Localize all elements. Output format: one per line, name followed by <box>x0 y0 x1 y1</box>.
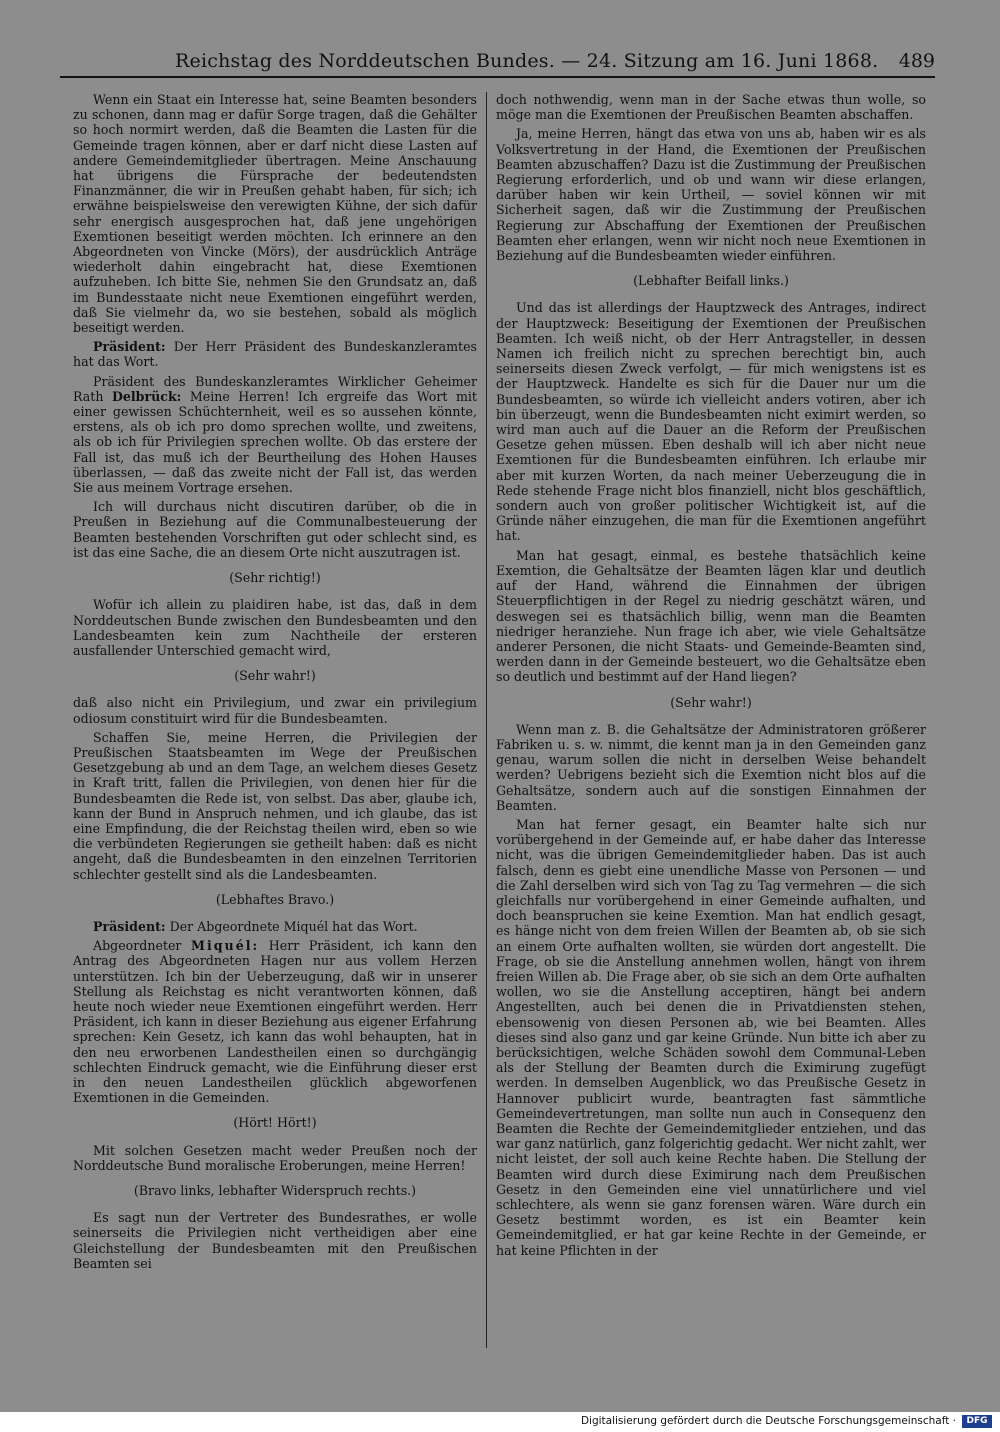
paragraph: Und das ist allerdings der Hauptzweck des Antrages, indirect der Hauptzweck: Beseitigung der Exemtionen der Preußischen Beamten. Ich weiß nicht, ob der Herr Antragsteller, in dessen Namen ich freilich nicht zu sprechen berechtigt bin, auch seinerseits diesen Zweck verfolgt, — für mich wenigstens ist es der Hauptzweck. Handelte es sich für die Dauer nur um die Bundesbeamten, so würde ich vielleicht anders votiren, aber ich bin überzeugt, wenn die Bundesbeamten nicht eximirt werden, so wird man auch auf die Dauer an die Reform der Preußischen Gesetze gehen müssen. Eben deshalb will ich aber nicht neue Exemtionen für die Bundesbeamten einführen. Ich erlaube mir aber mit kurzen Worten, da nach meiner Ueberzeugung die in Rede stehende Frage nicht blos finanziell, nicht blos geschäftlich, sondern auch von großer politischer Wichtigkeit ist, auf die Gründe näher einzugehen, die man für die Exemtionen angeführt hat. <box>496 300 926 544</box>
speaker-name: Präsident: <box>93 339 166 355</box>
funding-note: Digitalisierung gefördert durch die Deutsche Forschungsgemeinschaft · <box>580 1415 956 1427</box>
paragraph <box>73 938 477 1105</box>
paragraph: Schaffen Sie, meine Herren, die Privilegien der Preußischen Staatsbeamten im Wege der Preußischen Gesetzgebung ab und an dem Tage, an welchem dieses Gesetz in Kraft tritt, fallen die Privilegien, von denen hier für die Bundesbeamten die Rede ist, von selbst. Das aber, glaube ich, kann der Bund in Anspruch nehmen, und ich glaube, das ist eine Empfindung, die der Reichstag theilen wird, eben so wie die verbündeten Regierungen sie getheilt haben: daß es nicht angeht, daß die Bundesbeamten in den einzelnen Territorien schlechter gestellt sind als die Landesbeamten. <box>73 729 477 882</box>
paragraph: Mit solchen Gesetzen macht weder Preußen noch der Norddeutsche Bund moralische Eroberungen, meine Herren! <box>73 1142 477 1173</box>
column-divider <box>486 92 487 1348</box>
speech-text: Meine Herren! Ich ergreife das Wort mit einer gewissen Schüchternheit, weil es so aussehen könnte, erstens, als ob ich pro domo sprechen wollte, und zweitens, als ob ich für Privilegien sprechen wollte. Ob das erstere der Fall ist, das muß ich der Beurtheilung des Hohen Hauses überlassen, — daß das zweite nicht der Fall ist, das werden Sie aus meinem Vortrage ersehen. <box>73 388 477 496</box>
reaction: (Bravo links, lebhafter Widerspruch rechts.) <box>133 1183 417 1198</box>
speaker-title: Präsident des Bundeskanzleramtes Wirklicher Geheimer Rath <box>73 373 477 404</box>
speech-text: Der Abgeordnete Miquél hat das Wort. <box>169 918 418 934</box>
speaker-title: Abgeordneter <box>93 938 182 954</box>
reaction: (Sehr richtig!) <box>229 570 321 586</box>
footer-bar <box>0 1412 1000 1432</box>
paragraph: doch nothwendig, wenn man in der Sache etwas thun wolle, so möge man die Exemtionen der Preußischen Beamten abschaffen. <box>496 92 926 123</box>
reaction: (Lebhaftes Bravo.) <box>215 891 335 907</box>
reaction: (Sehr wahr!) <box>234 668 316 684</box>
paragraph: Man hat gesagt, einmal, es bestehe thatsächlich keine Exemtion, die Gehaltsätze der Beamten lägen klar und deutlich auf der Hand, während die Einnahmen der übrigen Steuerpflichtigen in der Regel zu niedrig geschätzt wären, und deswegen sei es thatsächlich billig, wenn man die Beamten niedriger heranziehe. Nun frage ich aber, wie viele Gehaltsätze anderer Personen, die nicht Staats- und Gemeinde-Beamten sind, werden dann in der Gemeinde besteuert, wo die Gehaltsätze eben so deutlich und bestimmt auf der Hand liegen? <box>496 547 926 685</box>
page-number: 489 <box>898 50 935 72</box>
speech-text: Der Herr Präsident des Bundeskanzleramtes hat das Wort. <box>73 339 477 370</box>
paragraph: Wenn man z. B. die Gehaltsätze der Administratoren größerer Fabriken u. s. w. nimmt, die kennt man ja in den Gemeinden ganz genau, warum sollen die nicht in derselben Weise behandelt werden? Uebrigens bezieht sich die Exemtion nicht blos auf die Gehaltsätze, sondern auch auf die sonstigen Einnahmen der Beamten. <box>496 721 926 813</box>
paragraph: Man hat ferner gesagt, ein Beamter halte sich nur vorübergehend in der Gemeinde auf, er habe daher das Interesse nicht, was die übrigen Gemeindemitglieder haben. Das ist auch falsch, denn es giebt eine unendliche Masse von Personen — und die Zahl derselben wird sich von Tag zu Tag vermehren — die sich gleichfalls nur vorübergehend in einer Gemeinde aufhalten, und doch beanspruchen sie keine Exemtion. Man hat endlich gesagt, es hänge nicht von dem freien Willen der Beamten ab, ob sie sich an einem Orte aufhalten wollten, sie würden dort angestellt. Die Frage, ob sie die Anstellung annehmen wollen, hängt von ihrem freien Willen ab. Die Frage aber, ob sie sich an dem Orte aufhalten wollen, wo sie die Anstellung acceptiren, hängt bei andern Angestellten, auch bei denen die in Privatdiensten stehen, ebensowenig von diesen Personen ab, wie bei Beamten. Alles dieses sind also ganz und gar keine Gründe. Nun bitte ich aber zu berücksichtigen, welche Schäden sowohl dem Communal-Leben als der Stellung der Beamten durch die Eximirung zugefügt werden. In demselben Augenblick, wo das Preußische Gesetz in Hannover publicirt wurde, beantragten fast sämmtliche Gemeindevertretungen, man sollte nun auch in Consequenz den Beamten die Rechte der Gemeindemitglieder entziehen, und das war ganz natürlich, ganz folgerichtig gedacht. Wer nicht zahlt, wer nicht leistet, der soll auch keine Rechte haben. Die Stellung der Beamten wird durch diese Eximirung nach dem Preußischen Gesetz in den Gemeinden eine viel unnatürlichere und viel schlechtere, als wenn sie ganz forensen wären. Wäre durch ein Gesetz bestimmt worden, es ist ein Beamter kein Gemeindemitglied, er hat gar keine Rechte in der Gemeinde, er hat keine Pflichten in der <box>496 816 926 1258</box>
paragraph <box>73 919 477 934</box>
running-title: Reichstag des Norddeutschen Bundes. — 24. Sitzung am 16. Juni 1868. <box>175 50 879 72</box>
paragraph: Ja, meine Herren, hängt das etwa von uns ab, haben wir es als Volksvertretung in der Hand, die Exemtionen der Preußischen Beamten abzuschaffen? Dazu ist die Zustimmung der Preußischen Regierung erforderlich, und ob und wann wir diese erlangen, darüber haben wir kein Urtheil, — soviel können wir mit Sicherheit sagen, daß wir die Zustimmung der Preußischen Regierung zur Abschaffung der Exemtionen der Preußischen Beamten eher erlangen, wenn wir nicht noch neue Exemtionen in Beziehung auf die Bundesbeamten wieder einführen. <box>496 126 926 264</box>
dfg-logo: DFG <box>962 1415 992 1428</box>
right-column <box>496 92 926 1262</box>
speaker-name: Präsident: <box>93 918 166 934</box>
paragraph: daß also nicht ein Privilegium, und zwar ein privilegium odiosum constituirt wird für die Bundesbeamten. <box>73 695 477 726</box>
speech-text: Herr Präsident, ich kann den Antrag des Abgeordneten Hagen nur aus vollem Herzen unterstützen. Ich bin der Ueberzeugung, daß wir in unserer Stellung als Reichstag es nicht verantworten können, daß heute noch wieder neue Exemtionen eingeführt werden. Herr Präsident, ich kann in dieser Beziehung aus eigener Erfahrung sprechen: Kein Gesetz, ich kann das wohl behaupten, hat in den neu erworbenen Landestheilen einen so durchgängig schlechten Eindruck gemacht, wie die Einführung dieser erst in den neuen Landestheilen glücklich abgeworfenen Exemtionen in die Gemeinden. <box>73 938 477 1106</box>
speaker-name: Delbrück: <box>111 388 182 404</box>
paragraph <box>73 339 477 369</box>
paragraph: Wenn ein Staat ein Interesse hat, seine Beamten besonders zu schonen, dann mag er dafür Sorge tragen, daß die Gehälter so hoch normirt werden, daß die Beamten die Lasten für die Gemeinde tragen können, aber er darf nicht diese Lasten auf andere Gemeindemitglieder übertragen. Meine Anschauung hat übrigens die Fürsprache der bedeutendsten Finanzmänner, die wir in Preußen gehabt haben, für sich; ich erwähne beispielsweise den verewigten Kühne, der sich dafür sehr energisch ausgesprochen hat, daß jene ungehörigen Exemtionen beseitigt werden möchten. Ich erinnere an den Abgeordneten von Vincke (Mörs), der ausdrücklich Anträge wiederholt dahin eingebracht hat, diese Exemtionen aufzuheben. Ich bitte Sie, nehmen Sie den Grundsatz an, daß im Bundesstaate nicht neue Exemtionen eingeführt werden, daß Sie vielmehr da, wo sie bestehen, sobald als möglich beseitigt werden. <box>73 92 477 336</box>
paragraph <box>73 374 477 496</box>
page-header <box>60 46 935 78</box>
paragraph: Es sagt nun der Vertreter des Bundesrathes, er wolle seinerseits die Privilegien nicht vertheidigen aber eine Gleichstellung der Bundesbeamten mit den Preußischen Beamten sei <box>73 1210 477 1271</box>
paragraph: Wofür ich allein zu plaidiren habe, ist das, daß in dem Norddeutschen Bunde zwischen den Bundesbeamten und den Landesbeamten kein zum Nachtheile der ersteren ausfallender Unterschied gemacht wird, <box>73 597 477 658</box>
reaction: (Hört! Hört!) <box>233 1115 317 1131</box>
left-column <box>73 92 477 1275</box>
reaction: (Sehr wahr!) <box>670 694 752 710</box>
speaker-name: Miquél: <box>191 938 260 954</box>
paragraph: Ich will durchaus nicht discutiren darüber, ob die in Preußen in Beziehung auf die Communalbesteuerung der Beamten bestehenden Vorschriften gut oder schlecht sind, es ist das eine Sache, die an diesem Orte nicht auszutragen ist. <box>73 499 477 560</box>
reaction: (Lebhafter Beifall links.) <box>633 273 789 289</box>
